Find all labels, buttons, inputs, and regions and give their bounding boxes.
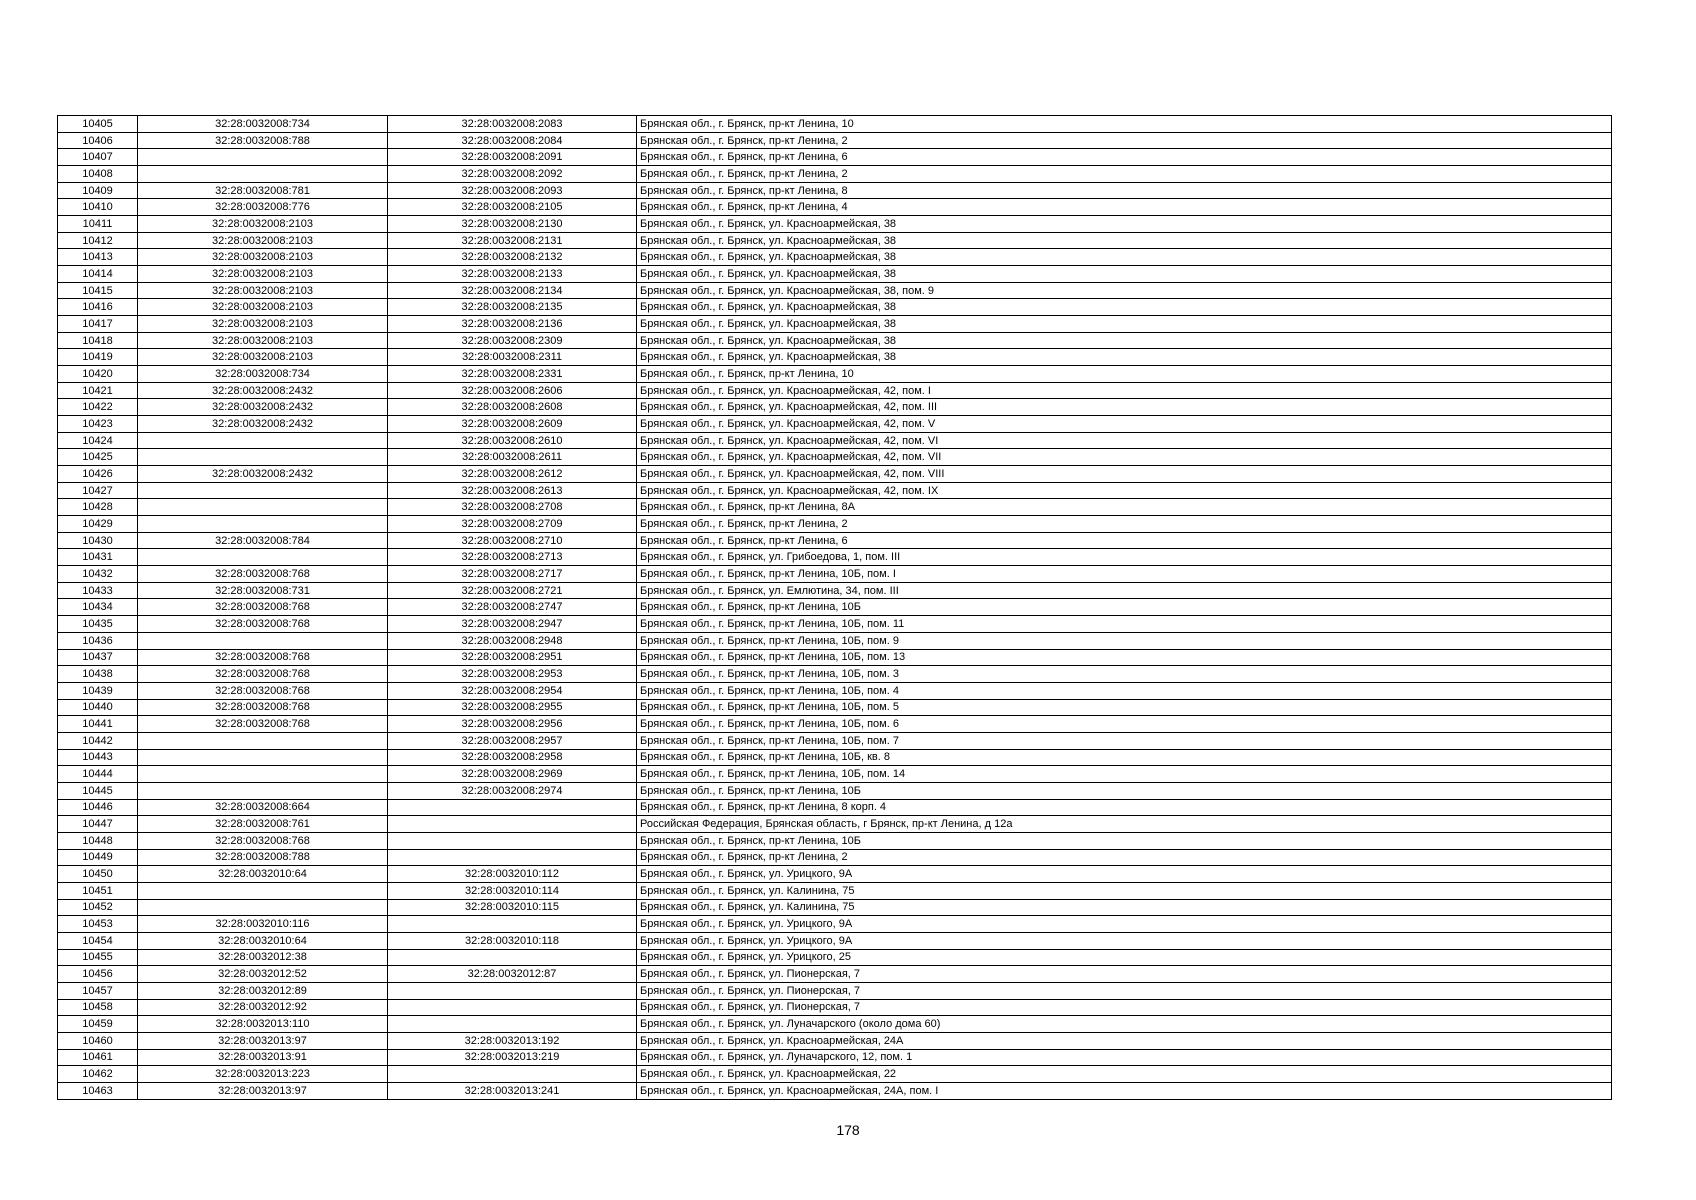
address-cell: Брянская обл., г. Брянск, пр-кт Ленина, 6	[637, 532, 1612, 549]
object-cadastral-number-cell: 32:28:0032010:112	[388, 866, 637, 883]
object-cadastral-number-cell: 32:28:0032013:192	[388, 1032, 637, 1049]
table-row	[58, 866, 1612, 883]
object-cadastral-number-cell: 32:28:0032008:2747	[388, 599, 637, 616]
land-cadastral-number-cell: 32:28:0032008:2103	[138, 216, 388, 233]
land-cadastral-number-cell: 32:28:0032008:2432	[138, 466, 388, 483]
object-cadastral-number-cell: 32:28:0032008:2951	[388, 649, 637, 666]
address-cell: Брянская обл., г. Брянск, ул. Урицкого, 25	[637, 949, 1612, 966]
table-row	[58, 249, 1612, 266]
address-cell: Брянская обл., г. Брянск, ул. Красноармейская, 38	[637, 316, 1612, 333]
table-row	[58, 732, 1612, 749]
table-row	[58, 416, 1612, 433]
object-cadastral-number-cell	[388, 799, 637, 816]
register-body	[58, 116, 1612, 1100]
address-cell: Брянская обл., г. Брянск, ул. Красноармейская, 42, пом. I	[637, 382, 1612, 399]
row-number-cell: 10461	[58, 1049, 138, 1066]
land-cadastral-number-cell: 32:28:0032008:781	[138, 182, 388, 199]
object-cadastral-number-cell: 32:28:0032008:2606	[388, 382, 637, 399]
object-cadastral-number-cell: 32:28:0032008:2135	[388, 299, 637, 316]
table-row	[58, 332, 1612, 349]
table-row	[58, 216, 1612, 233]
land-cadastral-number-cell	[138, 899, 388, 916]
object-cadastral-number-cell: 32:28:0032008:2134	[388, 282, 637, 299]
address-cell: Брянская обл., г. Брянск, ул. Красноармейская, 24А	[637, 1032, 1612, 1049]
table-row	[58, 932, 1612, 949]
table-row	[58, 982, 1612, 999]
row-number-cell: 10414	[58, 266, 138, 283]
table-row	[58, 899, 1612, 916]
row-number-cell: 10439	[58, 682, 138, 699]
row-number-cell: 10457	[58, 982, 138, 999]
land-cadastral-number-cell: 32:28:0032010:116	[138, 916, 388, 933]
table-row	[58, 149, 1612, 166]
land-cadastral-number-cell: 32:28:0032008:768	[138, 699, 388, 716]
address-cell: Брянская обл., г. Брянск, ул. Красноармейская, 42, пом. VI	[637, 432, 1612, 449]
table-row	[58, 282, 1612, 299]
address-cell: Брянская обл., г. Брянск, ул. Красноармейская, 38	[637, 216, 1612, 233]
table-row	[58, 232, 1612, 249]
address-cell: Брянская обл., г. Брянск, ул. Пионерская, 7	[637, 999, 1612, 1016]
land-cadastral-number-cell: 32:28:0032008:776	[138, 199, 388, 216]
address-cell: Брянская обл., г. Брянск, ул. Грибоедова, 1, пом. III	[637, 549, 1612, 566]
address-cell: Брянская обл., г. Брянск, ул. Красноармейская, 22	[637, 1066, 1612, 1083]
table-row	[58, 699, 1612, 716]
object-cadastral-number-cell: 32:28:0032008:2713	[388, 549, 637, 566]
row-number-cell: 10436	[58, 632, 138, 649]
row-number-cell: 10437	[58, 649, 138, 666]
address-cell: Брянская обл., г. Брянск, пр-кт Ленина, 10Б, пом. 13	[637, 649, 1612, 666]
land-cadastral-number-cell: 32:28:0032008:664	[138, 799, 388, 816]
address-cell: Брянская обл., г. Брянск, пр-кт Ленина, 2	[637, 849, 1612, 866]
land-cadastral-number-cell	[138, 632, 388, 649]
land-cadastral-number-cell: 32:28:0032008:768	[138, 682, 388, 699]
address-cell: Брянская обл., г. Брянск, ул. Красноармейская, 24А, пом. I	[637, 1082, 1612, 1099]
object-cadastral-number-cell: 32:28:0032008:2948	[388, 632, 637, 649]
address-cell: Брянская обл., г. Брянск, пр-кт Ленина, 6	[637, 149, 1612, 166]
land-cadastral-number-cell: 32:28:0032008:2103	[138, 299, 388, 316]
row-number-cell: 10432	[58, 566, 138, 583]
row-number-cell: 10447	[58, 816, 138, 833]
object-cadastral-number-cell: 32:28:0032008:2708	[388, 499, 637, 516]
table-row	[58, 532, 1612, 549]
row-number-cell: 10421	[58, 382, 138, 399]
row-number-cell: 10423	[58, 416, 138, 433]
row-number-cell: 10442	[58, 732, 138, 749]
table-row	[58, 449, 1612, 466]
table-row	[58, 266, 1612, 283]
address-cell: Брянская обл., г. Брянск, ул. Емлютина, 34, пом. III	[637, 582, 1612, 599]
land-cadastral-number-cell: 32:28:0032012:38	[138, 949, 388, 966]
table-row	[58, 799, 1612, 816]
object-cadastral-number-cell: 32:28:0032008:2092	[388, 166, 637, 183]
row-number-cell: 10413	[58, 249, 138, 266]
row-number-cell: 10452	[58, 899, 138, 916]
row-number-cell: 10427	[58, 482, 138, 499]
land-cadastral-number-cell: 32:28:0032010:64	[138, 866, 388, 883]
object-cadastral-number-cell: 32:28:0032008:2957	[388, 732, 637, 749]
address-cell: Брянская обл., г. Брянск, пр-кт Ленина, 10Б, пом. 7	[637, 732, 1612, 749]
row-number-cell: 10431	[58, 549, 138, 566]
table-row	[58, 366, 1612, 383]
land-cadastral-number-cell: 32:28:0032008:2103	[138, 266, 388, 283]
table-row	[58, 516, 1612, 533]
land-cadastral-number-cell	[138, 166, 388, 183]
table-row	[58, 182, 1612, 199]
row-number-cell: 10458	[58, 999, 138, 1016]
address-cell: Брянская обл., г. Брянск, ул. Урицкого, 9А	[637, 932, 1612, 949]
land-cadastral-number-cell: 32:28:0032013:91	[138, 1049, 388, 1066]
land-cadastral-number-cell: 32:28:0032008:2103	[138, 349, 388, 366]
address-cell: Брянская обл., г. Брянск, ул. Калинина, 75	[637, 882, 1612, 899]
land-cadastral-number-cell: 32:28:0032008:784	[138, 532, 388, 549]
land-cadastral-number-cell: 32:28:0032008:768	[138, 832, 388, 849]
table-row	[58, 299, 1612, 316]
table-row	[58, 816, 1612, 833]
land-cadastral-number-cell: 32:28:0032008:2103	[138, 232, 388, 249]
land-cadastral-number-cell: 32:28:0032008:768	[138, 716, 388, 733]
land-cadastral-number-cell: 32:28:0032008:768	[138, 566, 388, 583]
table-row	[58, 716, 1612, 733]
object-cadastral-number-cell: 32:28:0032008:2131	[388, 232, 637, 249]
land-cadastral-number-cell: 32:28:0032010:64	[138, 932, 388, 949]
object-cadastral-number-cell: 32:28:0032008:2710	[388, 532, 637, 549]
row-number-cell: 10417	[58, 316, 138, 333]
object-cadastral-number-cell: 32:28:0032008:2954	[388, 682, 637, 699]
row-number-cell: 10416	[58, 299, 138, 316]
object-cadastral-number-cell	[388, 982, 637, 999]
address-cell: Брянская обл., г. Брянск, ул. Красноармейская, 38	[637, 332, 1612, 349]
object-cadastral-number-cell	[388, 1016, 637, 1033]
land-cadastral-number-cell	[138, 432, 388, 449]
land-cadastral-number-cell	[138, 782, 388, 799]
address-cell: Брянская обл., г. Брянск, ул. Пионерская, 7	[637, 982, 1612, 999]
table-row	[58, 399, 1612, 416]
row-number-cell: 10440	[58, 699, 138, 716]
address-cell: Брянская обл., г. Брянск, ул. Красноармейская, 38, пом. 9	[637, 282, 1612, 299]
land-cadastral-number-cell: 32:28:0032008:2432	[138, 416, 388, 433]
table-row	[58, 116, 1612, 133]
table-row	[58, 549, 1612, 566]
object-cadastral-number-cell	[388, 916, 637, 933]
object-cadastral-number-cell: 32:28:0032008:2091	[388, 149, 637, 166]
row-number-cell: 10406	[58, 132, 138, 149]
address-cell: Брянская обл., г. Брянск, пр-кт Ленина, 10Б, пом. 6	[637, 716, 1612, 733]
object-cadastral-number-cell: 32:28:0032013:219	[388, 1049, 637, 1066]
table-row	[58, 682, 1612, 699]
row-number-cell: 10444	[58, 766, 138, 783]
object-cadastral-number-cell	[388, 1066, 637, 1083]
row-number-cell: 10463	[58, 1082, 138, 1099]
land-cadastral-number-cell: 32:28:0032008:2432	[138, 399, 388, 416]
object-cadastral-number-cell	[388, 832, 637, 849]
table-row	[58, 649, 1612, 666]
object-cadastral-number-cell: 32:28:0032008:2610	[388, 432, 637, 449]
address-cell: Брянская обл., г. Брянск, ул. Красноармейская, 42, пом. VIII	[637, 466, 1612, 483]
land-cadastral-number-cell	[138, 482, 388, 499]
object-cadastral-number-cell: 32:28:0032010:114	[388, 882, 637, 899]
address-cell: Брянская обл., г. Брянск, пр-кт Ленина, 10Б	[637, 782, 1612, 799]
address-cell: Брянская обл., г. Брянск, пр-кт Ленина, 2	[637, 516, 1612, 533]
row-number-cell: 10429	[58, 516, 138, 533]
table-row	[58, 499, 1612, 516]
row-number-cell: 10435	[58, 616, 138, 633]
object-cadastral-number-cell: 32:28:0032008:2136	[388, 316, 637, 333]
object-cadastral-number-cell: 32:28:0032012:87	[388, 966, 637, 983]
address-cell: Брянская обл., г. Брянск, ул. Урицкого, 9А	[637, 916, 1612, 933]
row-number-cell: 10418	[58, 332, 138, 349]
land-cadastral-number-cell: 32:28:0032012:52	[138, 966, 388, 983]
object-cadastral-number-cell: 32:28:0032008:2709	[388, 516, 637, 533]
land-cadastral-number-cell	[138, 549, 388, 566]
object-cadastral-number-cell: 32:28:0032008:2130	[388, 216, 637, 233]
row-number-cell: 10426	[58, 466, 138, 483]
land-cadastral-number-cell: 32:28:0032008:768	[138, 666, 388, 683]
table-row	[58, 882, 1612, 899]
row-number-cell: 10408	[58, 166, 138, 183]
table-row	[58, 1066, 1612, 1083]
address-cell: Брянская обл., г. Брянск, пр-кт Ленина, 2	[637, 166, 1612, 183]
land-cadastral-number-cell: 32:28:0032013:97	[138, 1032, 388, 1049]
address-cell: Брянская обл., г. Брянск, ул. Красноармейская, 38	[637, 349, 1612, 366]
address-cell: Брянская обл., г. Брянск, ул. Луначарского (около дома 60)	[637, 1016, 1612, 1033]
object-cadastral-number-cell	[388, 849, 637, 866]
land-cadastral-number-cell: 32:28:0032008:788	[138, 132, 388, 149]
row-number-cell: 10449	[58, 849, 138, 866]
address-cell: Брянская обл., г. Брянск, ул. Луначарского, 12, пом. 1	[637, 1049, 1612, 1066]
table-row	[58, 1032, 1612, 1049]
row-number-cell: 10448	[58, 832, 138, 849]
table-row	[58, 782, 1612, 799]
table-row	[58, 949, 1612, 966]
row-number-cell: 10455	[58, 949, 138, 966]
row-number-cell: 10459	[58, 1016, 138, 1033]
address-cell: Брянская обл., г. Брянск, ул. Калинина, 75	[637, 899, 1612, 916]
land-cadastral-number-cell	[138, 749, 388, 766]
address-cell: Брянская обл., г. Брянск, ул. Красноармейская, 42, пом. VII	[637, 449, 1612, 466]
row-number-cell: 10412	[58, 232, 138, 249]
table-row	[58, 999, 1612, 1016]
address-cell: Брянская обл., г. Брянск, пр-кт Ленина, 10Б, пом. I	[637, 566, 1612, 583]
land-cadastral-number-cell: 32:28:0032008:768	[138, 616, 388, 633]
object-cadastral-number-cell: 32:28:0032008:2331	[388, 366, 637, 383]
table-row	[58, 432, 1612, 449]
object-cadastral-number-cell: 32:28:0032013:241	[388, 1082, 637, 1099]
row-number-cell: 10409	[58, 182, 138, 199]
land-cadastral-number-cell: 32:28:0032008:2103	[138, 332, 388, 349]
land-cadastral-number-cell: 32:28:0032008:768	[138, 649, 388, 666]
row-number-cell: 10424	[58, 432, 138, 449]
object-cadastral-number-cell: 32:28:0032008:2953	[388, 666, 637, 683]
row-number-cell: 10422	[58, 399, 138, 416]
row-number-cell: 10446	[58, 799, 138, 816]
address-cell: Брянская обл., г. Брянск, пр-кт Ленина, 8	[637, 182, 1612, 199]
land-cadastral-number-cell	[138, 516, 388, 533]
address-cell: Брянская обл., г. Брянск, пр-кт Ленина, 8 корп. 4	[637, 799, 1612, 816]
object-cadastral-number-cell: 32:28:0032008:2083	[388, 116, 637, 133]
table-row	[58, 566, 1612, 583]
row-number-cell: 10428	[58, 499, 138, 516]
table-row	[58, 132, 1612, 149]
land-cadastral-number-cell: 32:28:0032012:89	[138, 982, 388, 999]
land-cadastral-number-cell: 32:28:0032012:92	[138, 999, 388, 1016]
object-cadastral-number-cell: 32:28:0032008:2309	[388, 332, 637, 349]
row-number-cell: 10460	[58, 1032, 138, 1049]
table-row	[58, 599, 1612, 616]
address-cell: Брянская обл., г. Брянск, пр-кт Ленина, 10	[637, 366, 1612, 383]
object-cadastral-number-cell: 32:28:0032008:2611	[388, 449, 637, 466]
address-cell: Брянская обл., г. Брянск, пр-кт Ленина, 10Б, пом. 14	[637, 766, 1612, 783]
address-cell: Брянская обл., г. Брянск, ул. Красноармейская, 38	[637, 232, 1612, 249]
row-number-cell: 10441	[58, 716, 138, 733]
land-cadastral-number-cell: 32:28:0032008:731	[138, 582, 388, 599]
object-cadastral-number-cell: 32:28:0032008:2613	[388, 482, 637, 499]
land-cadastral-number-cell	[138, 882, 388, 899]
address-cell: Брянская обл., г. Брянск, ул. Красноармейская, 42, пом. V	[637, 416, 1612, 433]
table-row	[58, 166, 1612, 183]
address-cell: Брянская обл., г. Брянск, пр-кт Ленина, 10	[637, 116, 1612, 133]
row-number-cell: 10433	[58, 582, 138, 599]
row-number-cell: 10430	[58, 532, 138, 549]
land-cadastral-number-cell	[138, 449, 388, 466]
address-cell: Брянская обл., г. Брянск, пр-кт Ленина, 2	[637, 132, 1612, 149]
row-number-cell: 10420	[58, 366, 138, 383]
row-number-cell: 10438	[58, 666, 138, 683]
table-row	[58, 349, 1612, 366]
table-row	[58, 766, 1612, 783]
row-number-cell: 10405	[58, 116, 138, 133]
table-row	[58, 1049, 1612, 1066]
land-cadastral-number-cell	[138, 732, 388, 749]
row-number-cell: 10419	[58, 349, 138, 366]
object-cadastral-number-cell: 32:28:0032008:2311	[388, 349, 637, 366]
row-number-cell: 10410	[58, 199, 138, 216]
land-cadastral-number-cell: 32:28:0032008:734	[138, 116, 388, 133]
row-number-cell: 10450	[58, 866, 138, 883]
address-cell: Брянская обл., г. Брянск, пр-кт Ленина, 10Б	[637, 599, 1612, 616]
address-cell: Брянская обл., г. Брянск, пр-кт Ленина, 10Б, пом. 4	[637, 682, 1612, 699]
object-cadastral-number-cell	[388, 949, 637, 966]
table-row	[58, 582, 1612, 599]
row-number-cell: 10445	[58, 782, 138, 799]
land-cadastral-number-cell: 32:28:0032008:734	[138, 366, 388, 383]
address-cell: Брянская обл., г. Брянск, пр-кт Ленина, 10Б, кв. 8	[637, 749, 1612, 766]
table-row	[58, 832, 1612, 849]
address-cell: Российская Федерация, Брянская область, г Брянск, пр-кт Ленина, д 12а	[637, 816, 1612, 833]
object-cadastral-number-cell: 32:28:0032008:2958	[388, 749, 637, 766]
table-row	[58, 382, 1612, 399]
address-cell: Брянская обл., г. Брянск, пр-кт Ленина, 10Б, пом. 11	[637, 616, 1612, 633]
row-number-cell: 10411	[58, 216, 138, 233]
table-row	[58, 316, 1612, 333]
object-cadastral-number-cell: 32:28:0032008:2608	[388, 399, 637, 416]
object-cadastral-number-cell	[388, 999, 637, 1016]
land-cadastral-number-cell: 32:28:0032008:2432	[138, 382, 388, 399]
table-row	[58, 466, 1612, 483]
address-cell: Брянская обл., г. Брянск, ул. Красноармейская, 38	[637, 266, 1612, 283]
row-number-cell: 10454	[58, 932, 138, 949]
address-cell: Брянская обл., г. Брянск, ул. Пионерская, 7	[637, 966, 1612, 983]
row-number-cell: 10407	[58, 149, 138, 166]
object-cadastral-number-cell: 32:28:0032010:115	[388, 899, 637, 916]
address-cell: Брянская обл., г. Брянск, пр-кт Ленина, 10Б	[637, 832, 1612, 849]
table-row	[58, 199, 1612, 216]
object-cadastral-number-cell: 32:28:0032008:2956	[388, 716, 637, 733]
address-cell: Брянская обл., г. Брянск, ул. Красноармейская, 42, пом. III	[637, 399, 1612, 416]
object-cadastral-number-cell: 32:28:0032008:2105	[388, 199, 637, 216]
table-row	[58, 666, 1612, 683]
land-cadastral-number-cell: 32:28:0032008:761	[138, 816, 388, 833]
table-row	[58, 849, 1612, 866]
land-cadastral-number-cell: 32:28:0032013:223	[138, 1066, 388, 1083]
table-row	[58, 632, 1612, 649]
address-cell: Брянская обл., г. Брянск, ул. Урицкого, 9А	[637, 866, 1612, 883]
address-cell: Брянская обл., г. Брянск, ул. Красноармейская, 38	[637, 249, 1612, 266]
land-cadastral-number-cell	[138, 149, 388, 166]
register-table	[57, 115, 1612, 1100]
row-number-cell: 10453	[58, 916, 138, 933]
object-cadastral-number-cell: 32:28:0032008:2955	[388, 699, 637, 716]
row-number-cell: 10434	[58, 599, 138, 616]
object-cadastral-number-cell: 32:28:0032008:2084	[388, 132, 637, 149]
address-cell: Брянская обл., г. Брянск, ул. Красноармейская, 38	[637, 299, 1612, 316]
object-cadastral-number-cell: 32:28:0032008:2609	[388, 416, 637, 433]
address-cell: Брянская обл., г. Брянск, пр-кт Ленина, 10Б, пом. 5	[637, 699, 1612, 716]
object-cadastral-number-cell: 32:28:0032010:118	[388, 932, 637, 949]
object-cadastral-number-cell: 32:28:0032008:2717	[388, 566, 637, 583]
object-cadastral-number-cell: 32:28:0032008:2132	[388, 249, 637, 266]
table-row	[58, 1082, 1612, 1099]
row-number-cell: 10443	[58, 749, 138, 766]
row-number-cell: 10425	[58, 449, 138, 466]
object-cadastral-number-cell: 32:28:0032008:2947	[388, 616, 637, 633]
land-cadastral-number-cell	[138, 766, 388, 783]
land-cadastral-number-cell: 32:28:0032008:768	[138, 599, 388, 616]
object-cadastral-number-cell: 32:28:0032008:2721	[388, 582, 637, 599]
table-row	[58, 916, 1612, 933]
table-row	[58, 482, 1612, 499]
address-cell: Брянская обл., г. Брянск, пр-кт Ленина, 4	[637, 199, 1612, 216]
object-cadastral-number-cell: 32:28:0032008:2969	[388, 766, 637, 783]
table-row	[58, 1016, 1612, 1033]
row-number-cell: 10462	[58, 1066, 138, 1083]
land-cadastral-number-cell: 32:28:0032008:788	[138, 849, 388, 866]
row-number-cell: 10451	[58, 882, 138, 899]
land-cadastral-number-cell: 32:28:0032013:97	[138, 1082, 388, 1099]
page-number: 178	[836, 1122, 860, 1138]
object-cadastral-number-cell: 32:28:0032008:2133	[388, 266, 637, 283]
address-cell: Брянская обл., г. Брянск, пр-кт Ленина, 10Б, пом. 3	[637, 666, 1612, 683]
table-row	[58, 749, 1612, 766]
object-cadastral-number-cell: 32:28:0032008:2612	[388, 466, 637, 483]
table-row	[58, 616, 1612, 633]
land-cadastral-number-cell	[138, 499, 388, 516]
address-cell: Брянская обл., г. Брянск, пр-кт Ленина, 10Б, пом. 9	[637, 632, 1612, 649]
object-cadastral-number-cell: 32:28:0032008:2093	[388, 182, 637, 199]
table-row	[58, 966, 1612, 983]
land-cadastral-number-cell: 32:28:0032013:110	[138, 1016, 388, 1033]
address-cell: Брянская обл., г. Брянск, ул. Красноармейская, 42, пом. IX	[637, 482, 1612, 499]
address-cell: Брянская обл., г. Брянск, пр-кт Ленина, 8А	[637, 499, 1612, 516]
row-number-cell: 10415	[58, 282, 138, 299]
land-cadastral-number-cell: 32:28:0032008:2103	[138, 316, 388, 333]
object-cadastral-number-cell	[388, 816, 637, 833]
row-number-cell: 10456	[58, 966, 138, 983]
land-cadastral-number-cell: 32:28:0032008:2103	[138, 249, 388, 266]
land-cadastral-number-cell: 32:28:0032008:2103	[138, 282, 388, 299]
object-cadastral-number-cell: 32:28:0032008:2974	[388, 782, 637, 799]
